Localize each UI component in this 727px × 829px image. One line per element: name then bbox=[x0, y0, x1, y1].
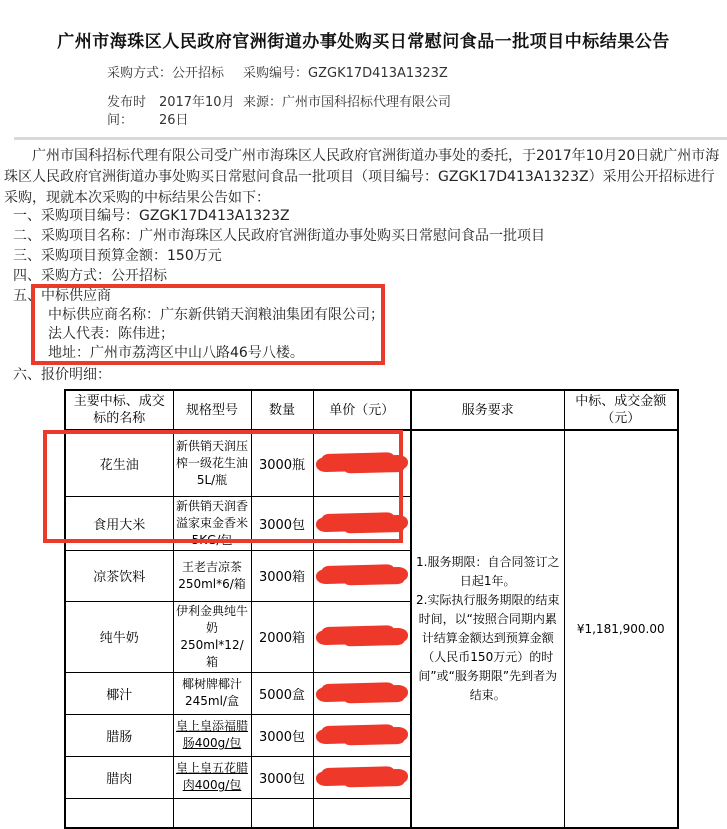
col-header-amount: 中标、成交金额（元） bbox=[564, 390, 678, 430]
publish-date-value: 2017年10月26日 bbox=[158, 95, 235, 128]
meta-row-1 bbox=[0, 65, 727, 83]
winning-supplier-section bbox=[0, 286, 727, 363]
spec-cell bbox=[173, 798, 251, 828]
spec-cell: 皇上皇五花腊肉400g/包 bbox=[173, 756, 251, 798]
spec-cell: 皇上皇添福腊肠400g/包 bbox=[173, 714, 251, 756]
item-project-name: 二、采购项目名称：广州市海珠区人民政府官洲街道办事处购买日常慰问食品一批项目 bbox=[13, 228, 545, 244]
item-name-cell: 椰汁 bbox=[65, 672, 173, 714]
qty-cell: 3000包 bbox=[251, 714, 313, 756]
source-label: 来源： bbox=[243, 95, 283, 110]
col-header-service: 服务要求 bbox=[411, 390, 564, 430]
legal-representative-line: 法人代表：陈伟进； bbox=[48, 326, 174, 342]
table-header-row bbox=[65, 390, 678, 430]
address-line: 地址：广州市荔湾区中山八路46号八楼。 bbox=[48, 345, 304, 361]
source bbox=[243, 94, 451, 130]
procurement-method bbox=[107, 65, 243, 83]
meta-block bbox=[0, 65, 727, 130]
spec-cell: 王老吉凉茶250ml*6/箱 bbox=[173, 550, 251, 601]
qty-cell: 2000箱 bbox=[251, 601, 313, 672]
price-redaction-scribble bbox=[316, 514, 408, 531]
item-method: 四、采购方式：公开招标 bbox=[13, 268, 167, 284]
meta-row-2 bbox=[0, 94, 727, 130]
qty-cell bbox=[251, 798, 313, 828]
unit-price-cell bbox=[313, 798, 411, 828]
qty-cell: 3000包 bbox=[251, 496, 313, 550]
unit-price-cell bbox=[313, 496, 411, 550]
page-title: 广州市海珠区人民政府官洲街道办事处购买日常慰问食品一批项目中标结果公告 bbox=[57, 32, 670, 52]
price-redaction-scribble bbox=[316, 628, 408, 645]
table-row bbox=[65, 430, 678, 496]
service-requirements-cell bbox=[411, 430, 564, 828]
price-redaction-scribble bbox=[316, 455, 408, 472]
unit-price-cell bbox=[313, 430, 411, 496]
source-value: 广州市国科招标代理有限公司 bbox=[282, 95, 452, 110]
price-redaction-scribble bbox=[316, 567, 408, 584]
service-requirement-2: 2.实际执行服务期限的结束时间，以“按照合同期内累计结算金额达到预算金额（人民币150万元）的时间”或“服务期限”先到者为结束。 bbox=[416, 593, 560, 702]
procurement-number bbox=[243, 65, 448, 83]
unit-price-cell bbox=[313, 601, 411, 672]
supplier-name-line: 中标供应商名称：广东新供销天润粮油集团有限公司； bbox=[48, 307, 384, 323]
announcement-body bbox=[0, 146, 727, 829]
col-header-item-name: 主要中标、成交标的名称 bbox=[65, 390, 173, 430]
item-name-cell: 腊肠 bbox=[65, 714, 173, 756]
col-header-spec: 规格型号 bbox=[173, 390, 251, 430]
unit-price-cell bbox=[313, 550, 411, 601]
quotation-table-wrapper bbox=[0, 389, 727, 829]
spec-cell: 椰树牌椰汁245ml/盒 bbox=[173, 672, 251, 714]
col-header-unit-price: 单价（元） bbox=[313, 390, 411, 430]
item-name-cell: 花生油 bbox=[65, 430, 173, 496]
price-redaction-scribble bbox=[316, 768, 408, 785]
qty-cell: 3000包 bbox=[251, 756, 313, 798]
procurement-method-label: 采购方式： bbox=[107, 66, 173, 81]
procurement-number-label: 采购编号： bbox=[243, 66, 309, 81]
qty-cell: 3000瓶 bbox=[251, 430, 313, 496]
price-redaction-scribble bbox=[316, 684, 408, 701]
item-name-cell: 凉茶饮料 bbox=[65, 550, 173, 601]
publish-date bbox=[107, 94, 243, 130]
item-name-cell: 食用大米 bbox=[65, 496, 173, 550]
total-amount-cell: ¥1,181,900.00 bbox=[564, 430, 678, 828]
procurement-method-value: 公开招标 bbox=[172, 66, 225, 81]
item-project-number: 一、采购项目编号：GZGK17D413A1323Z bbox=[13, 208, 290, 224]
publish-date-label: 发布时间： bbox=[107, 95, 147, 128]
spec-cell: 伊利金典纯牛奶250ml*12/箱 bbox=[173, 601, 251, 672]
unit-price-cell bbox=[313, 714, 411, 756]
procurement-number-value: GZGK17D413A1323Z bbox=[308, 66, 448, 81]
quotation-table bbox=[64, 389, 679, 829]
item-budget: 三、采购项目预算金额：150万元 bbox=[13, 248, 222, 264]
supplier-heading: 五、中标供应商 bbox=[13, 288, 111, 304]
intro-paragraph: 广州市国科招标代理有限公司受广州市海珠区人民政府官洲街道办事处的委托，于2017年10月20日就广州市海珠区人民政府官洲街道办事处购买日常慰问食品一批项目（项目编号：GZGK17D413A1323Z）采用公开招标进行采购，现就本次采购的中标结果公告如下： bbox=[4, 148, 720, 206]
col-header-qty: 数量 bbox=[251, 390, 313, 430]
unit-price-cell bbox=[313, 672, 411, 714]
item-name-cell: 纯牛奶 bbox=[65, 601, 173, 672]
spec-cell: 新供销天润压榨一级花生油5L/瓶 bbox=[173, 430, 251, 496]
spec-cell: 新供销天润香溢家束金香米5KG/包 bbox=[173, 496, 251, 550]
header-divider bbox=[14, 137, 727, 140]
unit-price-cell bbox=[313, 756, 411, 798]
price-redaction-scribble bbox=[316, 726, 408, 743]
item-name-cell: 腊肉 bbox=[65, 756, 173, 798]
qty-cell: 3000箱 bbox=[251, 550, 313, 601]
quotation-detail-heading: 六、报价明细： bbox=[13, 367, 111, 383]
qty-cell: 5000盒 bbox=[251, 672, 313, 714]
service-requirement-1: 1.服务期限：自合同签订之日起1年。 bbox=[416, 555, 560, 588]
item-name-cell bbox=[65, 798, 173, 828]
